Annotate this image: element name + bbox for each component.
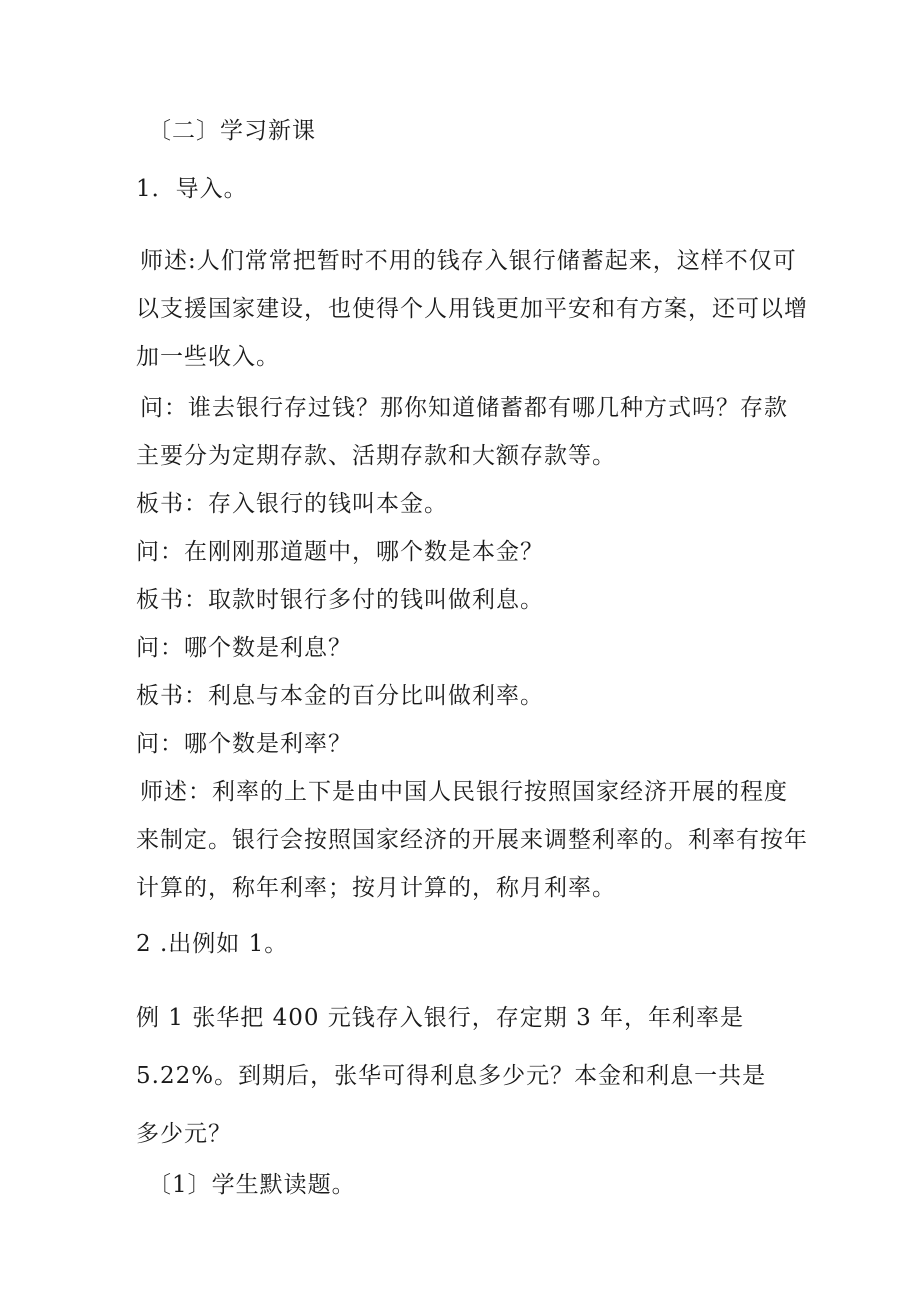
board-note-principal: 板书：存入银行的钱叫本金。 (136, 491, 448, 517)
paragraph-line: 师述：利率的上下是由中国人民银行按照国家经济开展的程度 (140, 779, 788, 805)
board-note-rate: 板书：利息与本金的百分比叫做利率。 (136, 683, 544, 709)
question-interest: 问：哪个数是利息？ (136, 635, 352, 661)
paragraph-line: 师述:人们常常把暂时不用的钱存入银行储蓄起来，这样不仅可 (140, 248, 797, 274)
paragraph-line: 计算的，称年利率；按月计算的，称月利率。 (136, 875, 616, 901)
step-1: 〔1〕学生默读题。 (148, 1172, 356, 1198)
intro-heading: 1．导入。 (136, 176, 248, 202)
paragraph-line: 来制定。银行会按照国家经济的开展来调整利率的。利率有按年 (136, 827, 808, 853)
paragraph-line: 问：谁去银行存过钱？那你知道储蓄都有哪几种方式吗？存款 (140, 395, 788, 421)
paragraph-line: 例 1 张华把 400 元钱存入银行，存定期 3 年，年利率是 (136, 1005, 745, 1031)
paragraph-line: 以支援国家建设，也使得个人用钱更加平安和有方案，还可以增 (136, 296, 808, 322)
section-heading: 〔二〕学习新课 (148, 118, 316, 144)
question-principal: 问：在刚刚那道题中，哪个数是本金？ (136, 539, 544, 565)
paragraph-line: 加一些收入。 (136, 344, 280, 370)
paragraph-line: 主要分为定期存款、活期存款和大额存款等。 (136, 443, 616, 469)
paragraph-line: 5.22%。到期后，张华可得利息多少元？本金和利息一共是 (136, 1063, 767, 1089)
paragraph-line: 多少元？ (136, 1121, 232, 1147)
board-note-interest: 板书：取款时银行多付的钱叫做利息。 (136, 587, 544, 613)
question-rate: 问：哪个数是利率？ (136, 731, 352, 757)
example-heading: 2 .出例如 1。 (136, 931, 289, 957)
